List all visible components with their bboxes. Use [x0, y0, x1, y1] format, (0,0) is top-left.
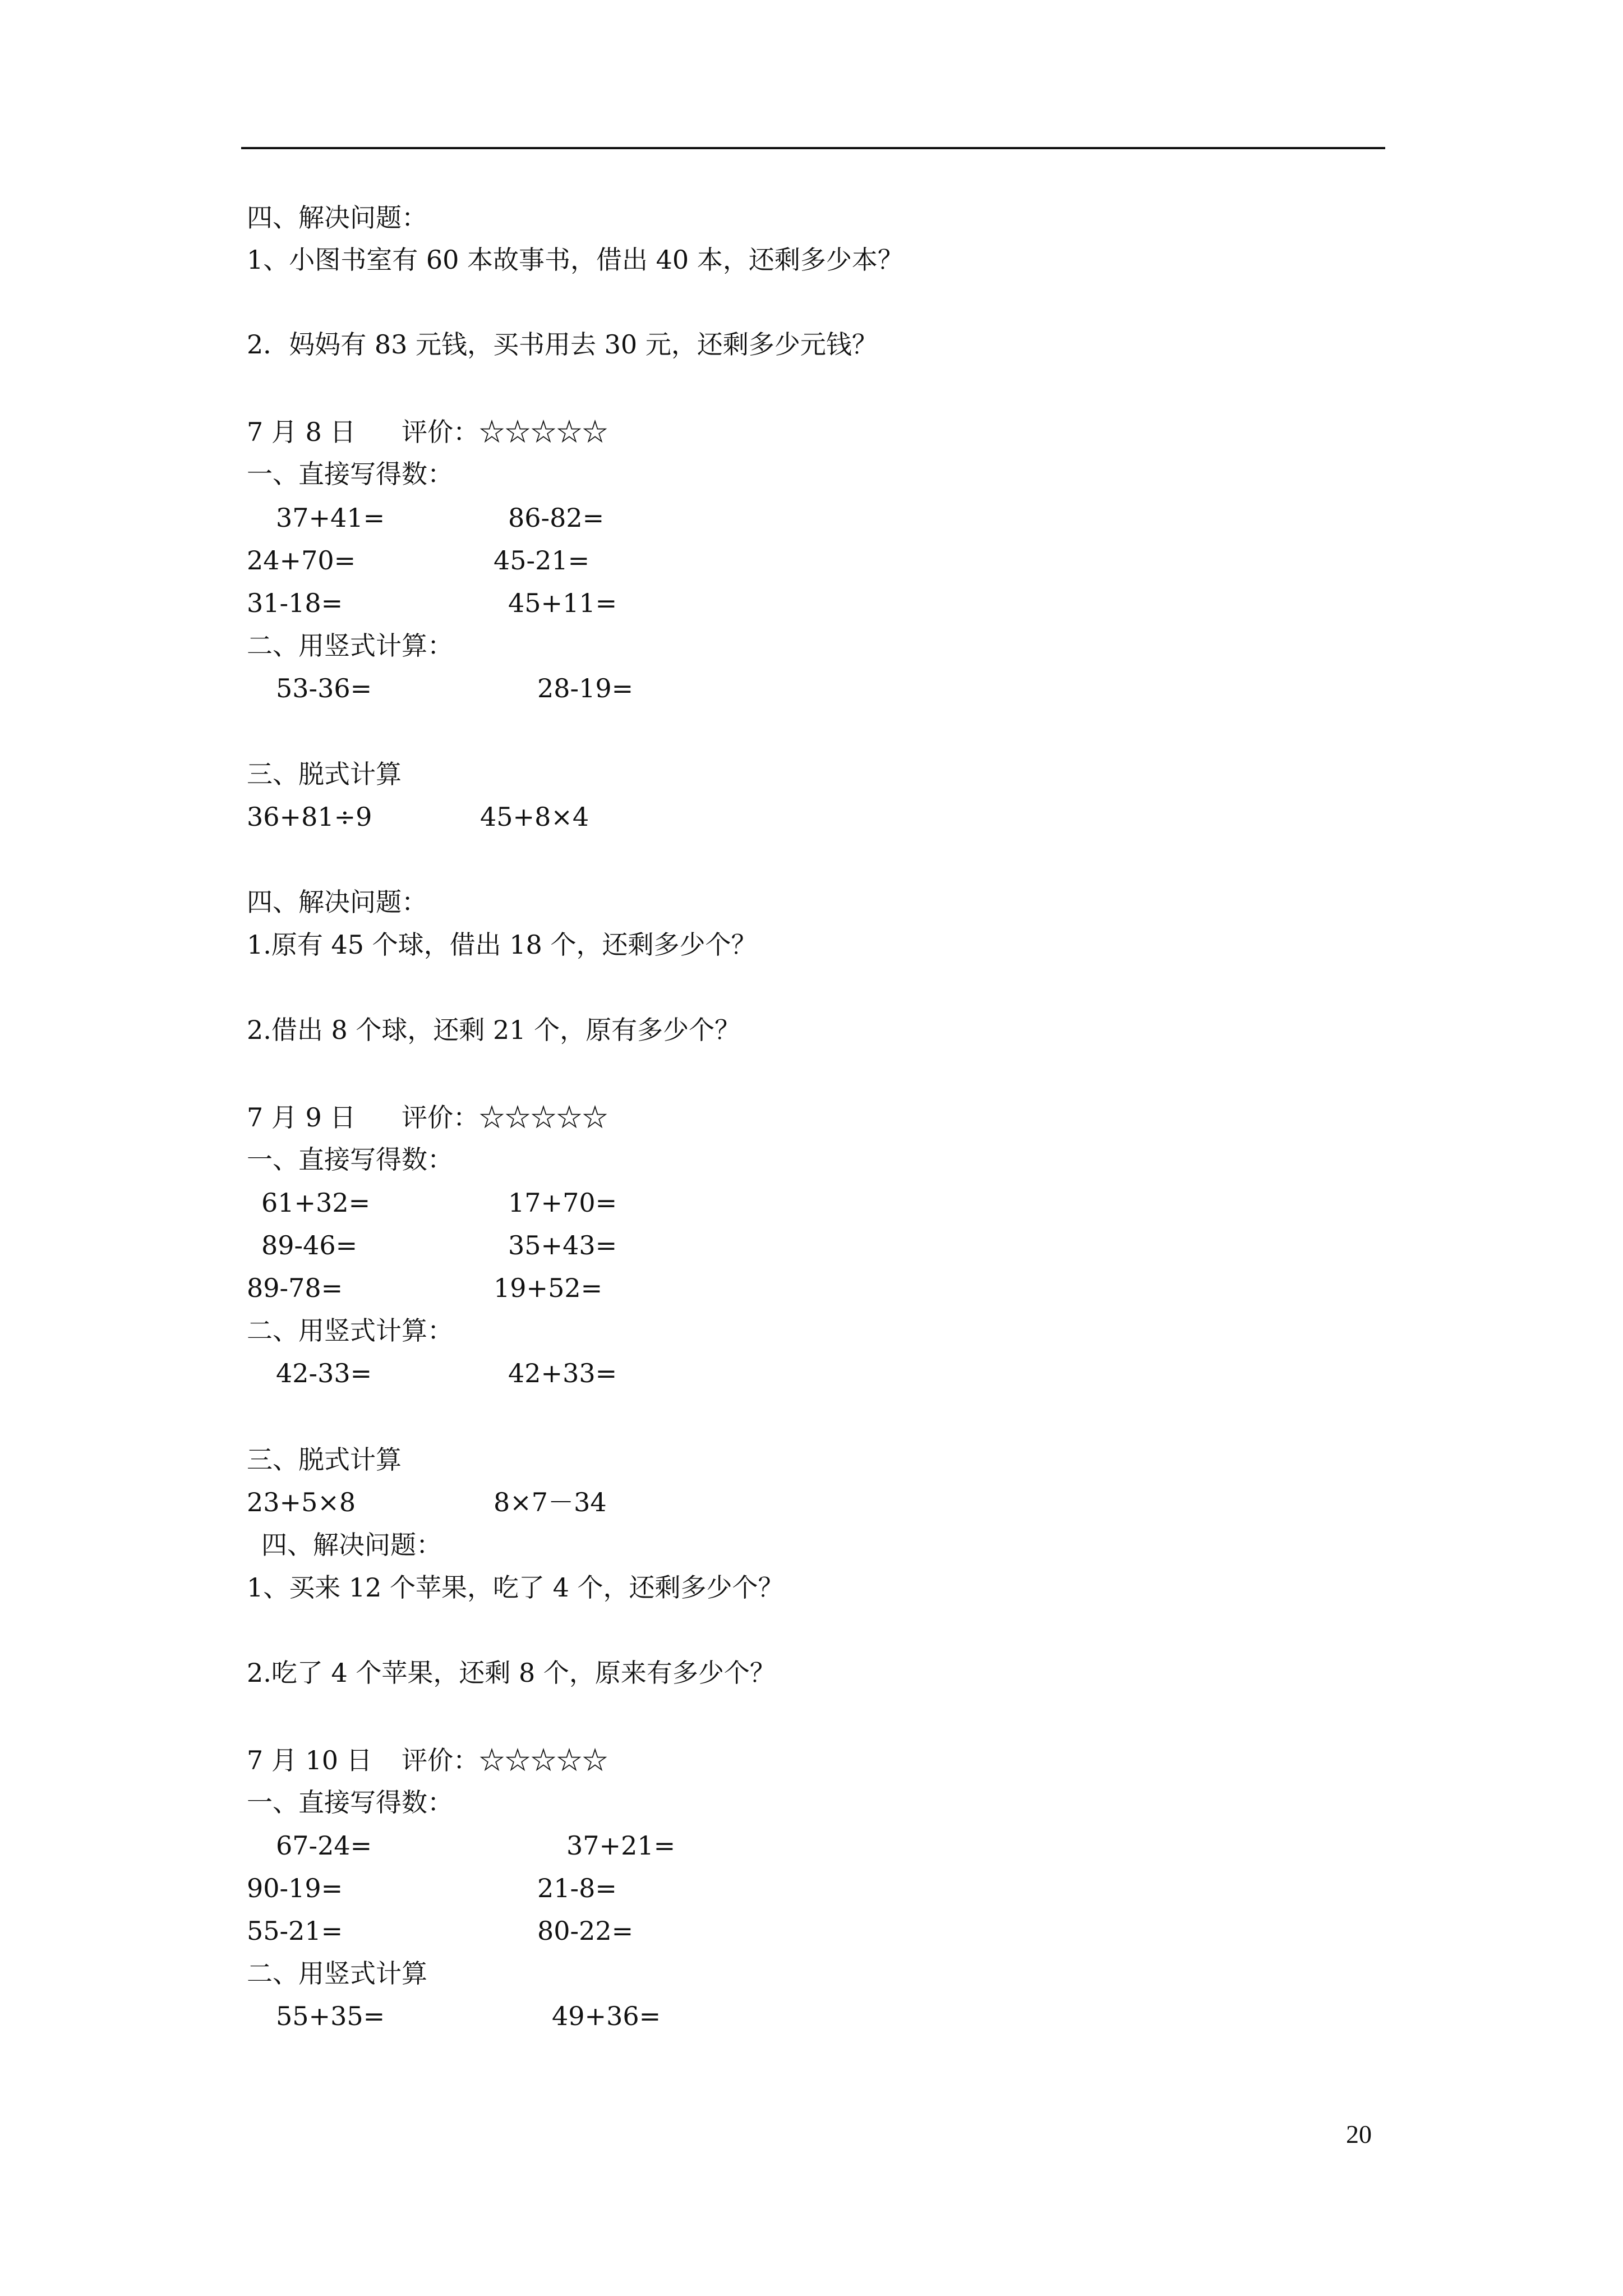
arithmetic-item: 89-46= [261, 1230, 358, 1260]
arithmetic-item: 21-8= [537, 1873, 617, 1903]
section-heading: 二、用竖式计算： [247, 631, 453, 661]
header-rule [241, 147, 1385, 149]
section-heading: 四、解决问题： [247, 203, 427, 233]
arithmetic-item: 17+70= [508, 1188, 617, 1218]
rating-label: 评价：☆☆☆☆☆ [402, 417, 608, 447]
arithmetic-item: 86-82= [508, 503, 605, 533]
day-date: 7 月 9 日 [247, 1102, 356, 1133]
arithmetic-item: 8×7－34 [494, 1487, 607, 1517]
arithmetic-item: 45+8×4 [480, 802, 589, 832]
word-problem: 2．妈妈有 83 元钱，买书用去 30 元，还剩多少元钱？ [247, 329, 878, 360]
section-heading: 二、用竖式计算 [247, 1958, 427, 1989]
section-heading: 一、直接写得数： [247, 459, 453, 489]
section-heading: 一、直接写得数： [247, 1787, 453, 1818]
arithmetic-item: 28-19= [537, 673, 634, 703]
section-heading: 三、脱式计算 [247, 759, 402, 789]
day-date: 7 月 10 日 [247, 1745, 372, 1775]
page-number: 20 [1346, 2120, 1372, 2148]
arithmetic-item: 37+41= [276, 503, 385, 533]
arithmetic-item: 37+21= [566, 1830, 676, 1861]
arithmetic-item: 45-21= [494, 545, 590, 576]
arithmetic-item: 61+32= [261, 1188, 371, 1218]
arithmetic-item: 36+81÷9 [247, 802, 372, 832]
word-problem: 2.吃了 4 个苹果，还剩 8 个，原来有多少个？ [247, 1658, 776, 1688]
arithmetic-item: 80-22= [537, 1916, 634, 1946]
section-heading: 二、用竖式计算： [247, 1315, 453, 1346]
arithmetic-item: 89-78= [247, 1273, 343, 1303]
arithmetic-item: 45+11= [508, 588, 617, 618]
arithmetic-item: 24+70= [247, 545, 356, 576]
section-heading: 四、解决问题： [261, 1530, 442, 1560]
word-problem: 1.原有 45 个球，借出 18 个，还剩多少个？ [247, 930, 757, 960]
arithmetic-item: 23+5×8 [247, 1487, 356, 1517]
arithmetic-item: 90-19= [247, 1873, 343, 1903]
day-date: 7 月 8 日 [247, 417, 356, 447]
word-problem: 1、小图书室有 60 本故事书，借出 40 本，还剩多少本？ [247, 245, 903, 275]
section-heading: 一、直接写得数： [247, 1144, 453, 1175]
word-problem: 1、买来 12 个苹果，吃了 4 个，还剩多少个？ [247, 1572, 784, 1603]
arithmetic-item: 31-18= [247, 588, 343, 618]
rating-label: 评价：☆☆☆☆☆ [402, 1102, 608, 1133]
arithmetic-item: 35+43= [508, 1230, 617, 1260]
arithmetic-item: 55+35= [276, 2001, 385, 2031]
arithmetic-item: 19+52= [494, 1273, 603, 1303]
arithmetic-item: 53-36= [276, 673, 372, 703]
section-heading: 四、解决问题： [247, 887, 427, 917]
arithmetic-item: 55-21= [247, 1916, 343, 1946]
rating-label: 评价：☆☆☆☆☆ [402, 1745, 608, 1775]
word-problem: 2.借出 8 个球，还剩 21 个，原有多少个？ [247, 1015, 741, 1045]
arithmetic-item: 49+36= [552, 2001, 661, 2031]
arithmetic-item: 42-33= [276, 1358, 372, 1388]
arithmetic-item: 67-24= [276, 1830, 372, 1861]
arithmetic-item: 42+33= [508, 1358, 617, 1388]
section-heading: 三、脱式计算 [247, 1444, 402, 1475]
